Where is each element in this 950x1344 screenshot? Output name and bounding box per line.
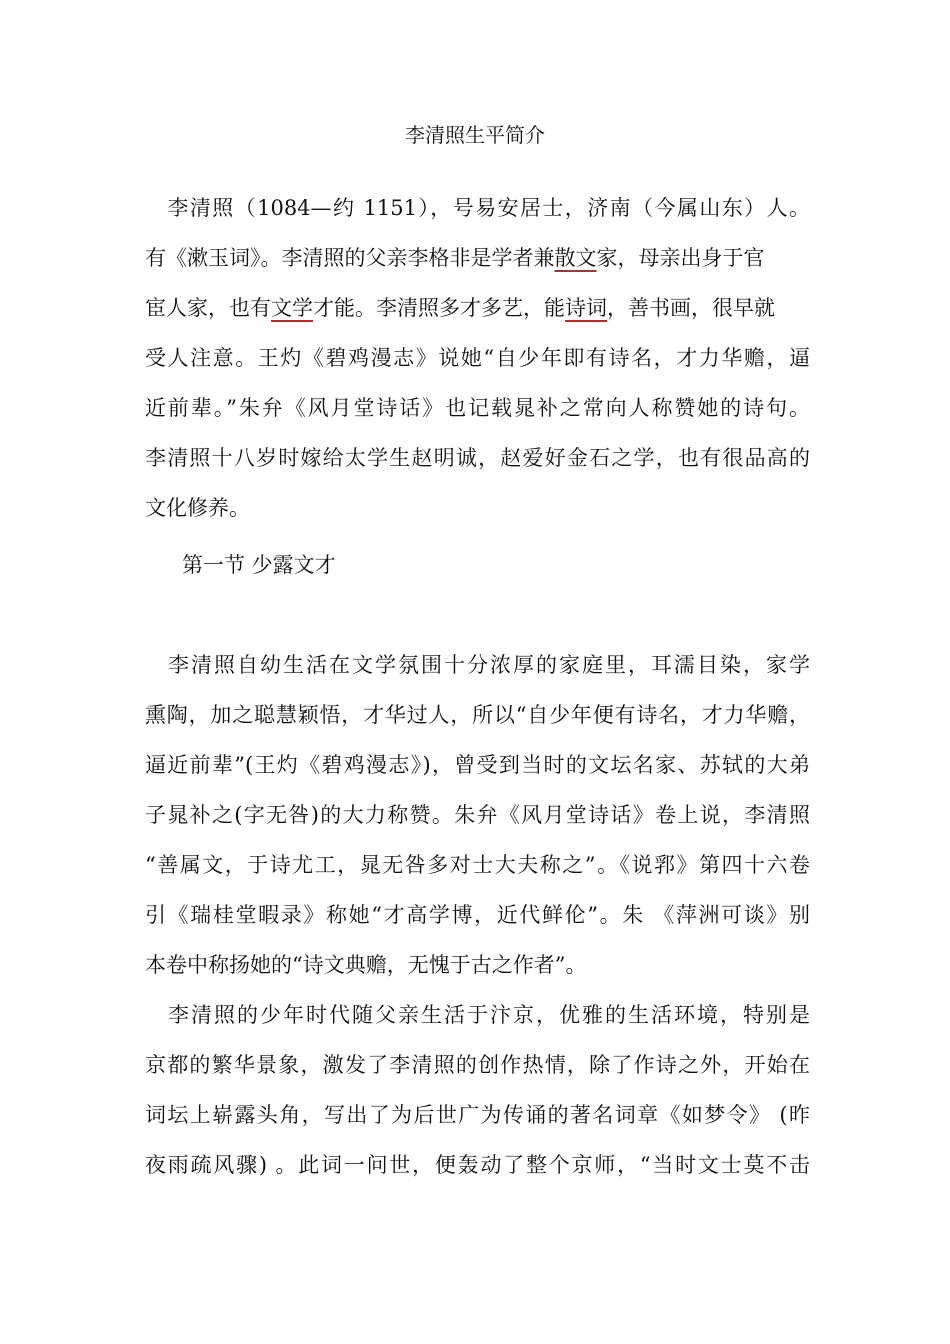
- para2-line-2: 京都的繁华景象，激发了李清照的创作热情，除了作诗之外，开始在: [145, 1053, 810, 1077]
- para1-line-3: 逼近前辈”(王灼《碧鸡漫志》)，曾受到当时的文坛名家、苏轼的大弟: [145, 753, 810, 777]
- document-title: 李清照生平简介: [405, 123, 545, 147]
- intro-line-2: [145, 243, 810, 273]
- text-span: ，善书画，很早就: [607, 296, 775, 320]
- text-span: 家，母亲出身于官: [596, 246, 765, 270]
- para2-line-1: 李清照的少年时代随父亲生活于汴京，优雅的生活环境，特别是: [145, 1003, 810, 1027]
- intro-line-3: [145, 293, 810, 323]
- para2-line-4: 夜雨疏风骤) 。此词一问世，便轰动了整个京师，“当时文士莫不击: [145, 1153, 810, 1177]
- underlined-word: 文学: [271, 296, 313, 320]
- para2-line-3: 词坛上崭露头角，写出了为后世广为传诵的著名词章《如梦令》 (昨: [145, 1103, 810, 1127]
- underlined-word: 诗词: [565, 296, 607, 320]
- para1-line-1: 李清照自幼生活在文学氛围十分浓厚的家庭里，耳濡目染，家学: [145, 653, 810, 677]
- section-heading: 第一节 少露文才: [182, 553, 336, 577]
- intro-line-6: 李清照十八岁时嫁给太学生赵明诚，赵爱好金石之学，也有很品高的: [145, 446, 810, 470]
- para1-line-4: 子晁补之(字无咎)的大力称赞。朱弁《风月堂诗话》卷上说，李清照: [145, 803, 810, 827]
- para1-line-5: “善属文，于诗尤工，晁无咎多对士大夫称之”。《说郛》第四十六卷: [145, 853, 810, 877]
- text-span: 宦人家，也有: [145, 296, 271, 320]
- text-span: 才能。李清照多才多艺，能: [313, 296, 565, 320]
- underlined-word: 散文: [554, 246, 597, 270]
- para1-line-6: 引《瑞桂堂暇录》称她“才高学博，近代鲜伦”。朱 《萍洲可谈》别: [145, 903, 810, 927]
- intro-line-7: 文化修养。: [145, 496, 250, 520]
- text-span: 有《漱玉词》。李清照的父亲李格非是学者兼: [145, 246, 555, 270]
- intro-line-5: 近前辈。”朱弁《风月堂诗话》也记载晁补之常向人称赞她的诗句。: [145, 396, 810, 420]
- para1-line-2: 熏陶，加之聪慧颖悟，才华过人，所以“自少年便有诗名，才力华赡，: [145, 703, 810, 727]
- para1-line-7: 本卷中称扬她的“诗文典赡，无愧于古之作者”。: [145, 953, 587, 977]
- intro-line-4: 受人注意。王灼《碧鸡漫志》说她“自少年即有诗名，才力华赡，逼: [145, 346, 810, 370]
- intro-line-1: 李清照（1084—约 1151），号易安居士，济南（今属山东）人。: [145, 196, 810, 220]
